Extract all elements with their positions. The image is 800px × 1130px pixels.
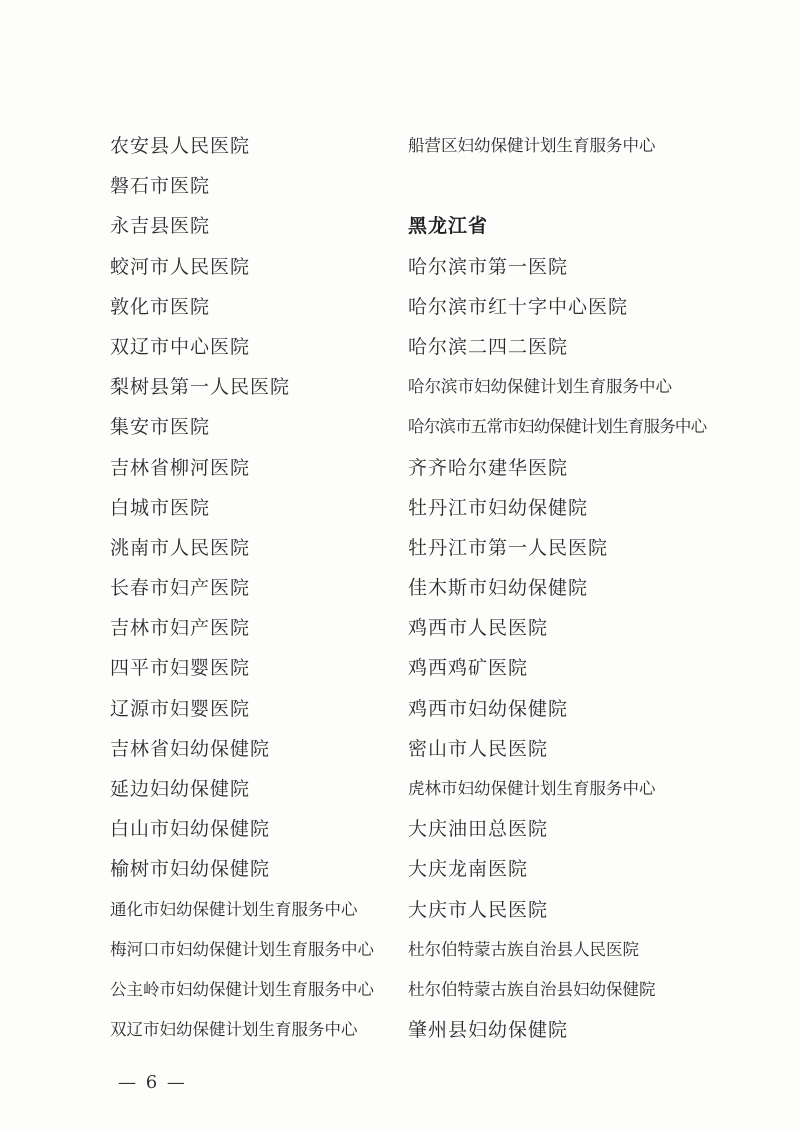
list-item: 大庆市人民医院 [408,898,549,921]
list-item: 辽源市妇婴医院 [110,697,251,720]
list-item: 集安市医院 [110,416,211,439]
list-item: 洮南市人民医院 [110,536,251,559]
list-item: 敦化市医院 [110,295,211,318]
list-item: 长春市妇产医院 [110,577,251,600]
list-item: 吉林省妇幼保健院 [110,737,271,760]
list-item: 农安县人民医院 [110,135,251,157]
list-item: 延边妇幼保健院 [110,778,251,800]
list-item: 大庆油田总医院 [408,818,549,841]
list-item: 白山市妇幼保健院 [110,818,271,841]
page-number: — 6 — [118,1072,187,1093]
list-item: 磐石市医院 [110,175,211,198]
list-item: 虎林市妇幼保健计划生育服务中心 [408,779,656,798]
list-item: 哈尔滨二四二医院 [408,335,569,358]
list-item: 密山市人民医院 [408,737,549,760]
list-item: 永吉县医院 [110,215,211,238]
list-item: 榆树市妇幼保健院 [110,858,271,881]
province-heading: 黑龙江省 [408,215,489,238]
list-item: 白城市医院 [110,496,211,519]
list-item: 哈尔滨市红十字中心医院 [408,295,629,318]
list-item: 哈尔滨市五常市妇幼保健计划生育服务中心 [408,417,707,437]
list-item: 吉林省柳河医院 [110,456,251,479]
list-item: 公主岭市妇幼保健计划生育服务中心 [110,979,374,999]
list-item: 双辽市妇幼保健计划生育服务中心 [110,1020,358,1040]
spacer [408,166,738,206]
list-item: 四平市妇婴医院 [110,657,251,680]
list-item: 蛟河市人民医院 [110,255,251,278]
list-item: 梨树县第一人民医院 [110,376,291,399]
list-item: 哈尔滨市第一医院 [408,255,569,278]
left-hospital-list [110,126,400,1050]
list-item: 佳木斯市妇幼保健院 [408,577,589,600]
list-item: 牡丹江市妇幼保健院 [408,496,589,519]
list-item: 哈尔滨市妇幼保健计划生育服务中心 [408,377,672,397]
list-item: 大庆龙南医院 [408,858,529,881]
list-item: 船营区妇幼保健计划生育服务中心 [408,136,656,155]
list-item: 鸡西鸡矿医院 [408,657,529,680]
list-item: 齐齐哈尔建华医院 [408,456,569,479]
list-item: 牡丹江市第一人民医院 [408,536,609,559]
list-item: 通化市妇幼保健计划生育服务中心 [110,899,358,919]
list-item: 杜尔伯特蒙古族自治县妇幼保健院 [408,979,656,999]
list-item: 肇州县妇幼保健院 [408,1019,569,1042]
right-hospital-list [408,126,738,1050]
list-item: 吉林市妇产医院 [110,617,251,640]
list-item: 杜尔伯特蒙古族自治县人民医院 [408,939,639,959]
list-item: 双辽市中心医院 [110,335,251,358]
list-item: 梅河口市妇幼保健计划生育服务中心 [110,939,374,959]
list-item: 鸡西市人民医院 [408,617,549,640]
list-item: 鸡西市妇幼保健院 [408,697,569,720]
